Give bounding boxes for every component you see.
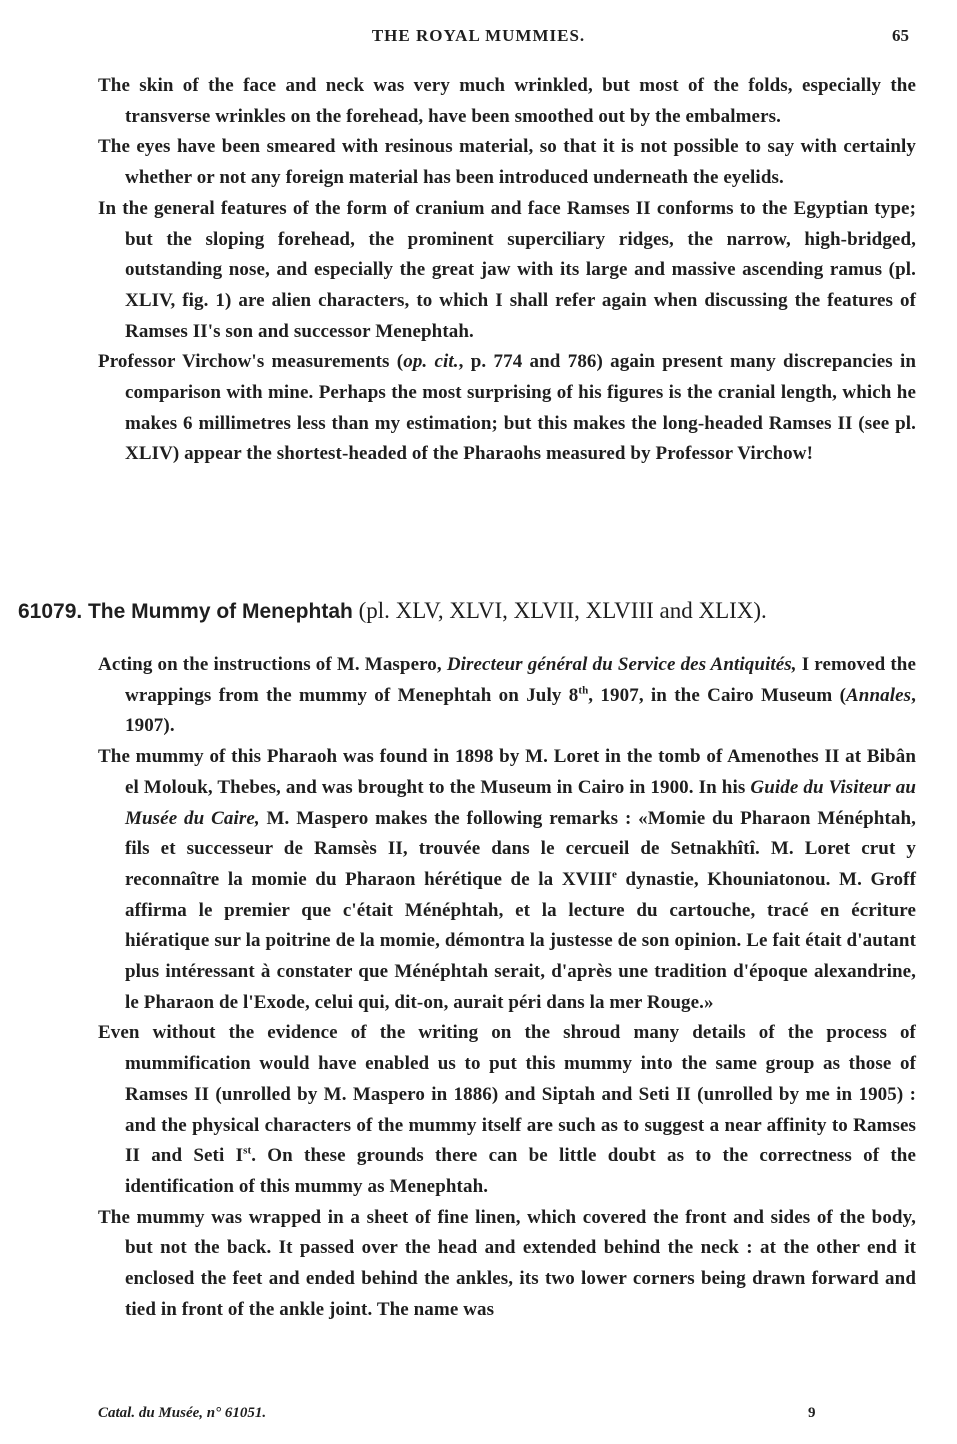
page-number: 65 [892, 26, 909, 45]
paragraph-features: In the general features of the form of cranium and face Ramses II conforms to the Egyptian type; but the sloping forehead, the prominent superciliary ridges, the narrow, high-bridged, outstanding nose, and especially the great jaw with its large and massive ascending ramus (pl. XLIV, fig. 1) are alien characters, to which I shall refer again when discussing the features of Ramses II's son and successor Menephtah. [98, 197, 916, 342]
paragraph-wrapped: The mummy was wrapped in a sheet of fine linen, which covered the front and sides of the body, but not the back. It passed over the head and extended behind the neck : at the other end it enclosed the feet and ended behind the ankles, its two lower corners being drawn forward and tied in front of the ankle joint. The name was [98, 1206, 916, 1320]
paragraph-virchow: Professor Virchow's measurements (op. cit., p. 774 and 786) again present many discrepancies in comparison with mine. Perhaps the most surprising of his figures is the cranial length, which he makes 6 millimetres less than my estimation; but this makes the long-headed Ramses II (see pl. XLIV) appear the shortest-headed of the Pharaohs measured by Professor Virchow! [98, 351, 917, 465]
main-section [98, 650, 916, 1325]
section-number: 61079. [18, 600, 83, 623]
running-head [0, 22, 957, 52]
signature-mark: 9 [808, 1405, 816, 1421]
section-title: The Mummy of Menephtah [87, 600, 353, 623]
section-plates: (pl. XLV, XLVI, XLVII, XLVIII and XLIX). [358, 598, 767, 623]
running-title: THE ROYAL MUMMIES. [371, 26, 586, 45]
section-heading [18, 595, 918, 628]
paragraph-skin: The skin of the face and neck was very much wrinkled, but most of the folds, especially the transverse wrinkles on the forehead, have been smoothed out by the embalmers. [98, 75, 916, 127]
top-section [98, 71, 916, 470]
paragraph-acting: Acting on the instructions of M. Maspero, Directeur général du Service des Antiquités, I removed the wrappings from the mummy of Menephtah on July 8th, 1907, in the Cairo Museum (Annales, 1907). [98, 654, 916, 737]
paragraph-eyes: The eyes have been smeared with resinous material, so that it is not possible to say with certainly whether or not any foreign material has been introduced underneath the eyelids. [98, 136, 916, 189]
catalogue-note: Catal. du Musée, n° 61051. [98, 1405, 267, 1421]
paragraph-found: The mummy of this Pharaoh was found in 1898 by M. Loret in the tomb of Amenothes II at Bibân el Molouk, Thebes, and was brought to the Museum in Cairo in 1900. In his Guide du Visiteur au Musée du Caire, M. Maspero makes the following remarks : «Momie du Pharaon Ménéphtah, fils et successeur de Ramsès II, trouvée dans le cercueil de Setnakhîtî. M. Loret crut y reconnaître la momie du Pharaon hérétique de la XVIIIe dynastie, Khouniatonou. M. Groff affirma le premier que c'était Ménéphtah, et la lecture du cartouche, tracé en écriture hiératique sur la poitrine de la momie, démontra la justesse de son opinion. Le fait était d'autant plus intéressant à constater que Ménéphtah serait, d'après une tradition d'époque alexandrine, le Pharaon de l'Exode, celui qui, dit-on, aurait péri dans la mer Rouge.» [98, 746, 916, 1013]
paragraph-evidence: Even without the evidence of the writing on the shroud many details of the process of mummification would have enabled us to put this mummy into the same group as those of Ramses II (unrolled by M. Maspero in 1886) and Siptah and Seti II (unrolled by me in 1905) : and the physical characters of the mummy itself are such as to suggest a near affinity to Ramses II and Seti Ist. On these grounds there can be little doubt as to the correctness of the identification of this mummy as Menephtah. [98, 1022, 916, 1197]
